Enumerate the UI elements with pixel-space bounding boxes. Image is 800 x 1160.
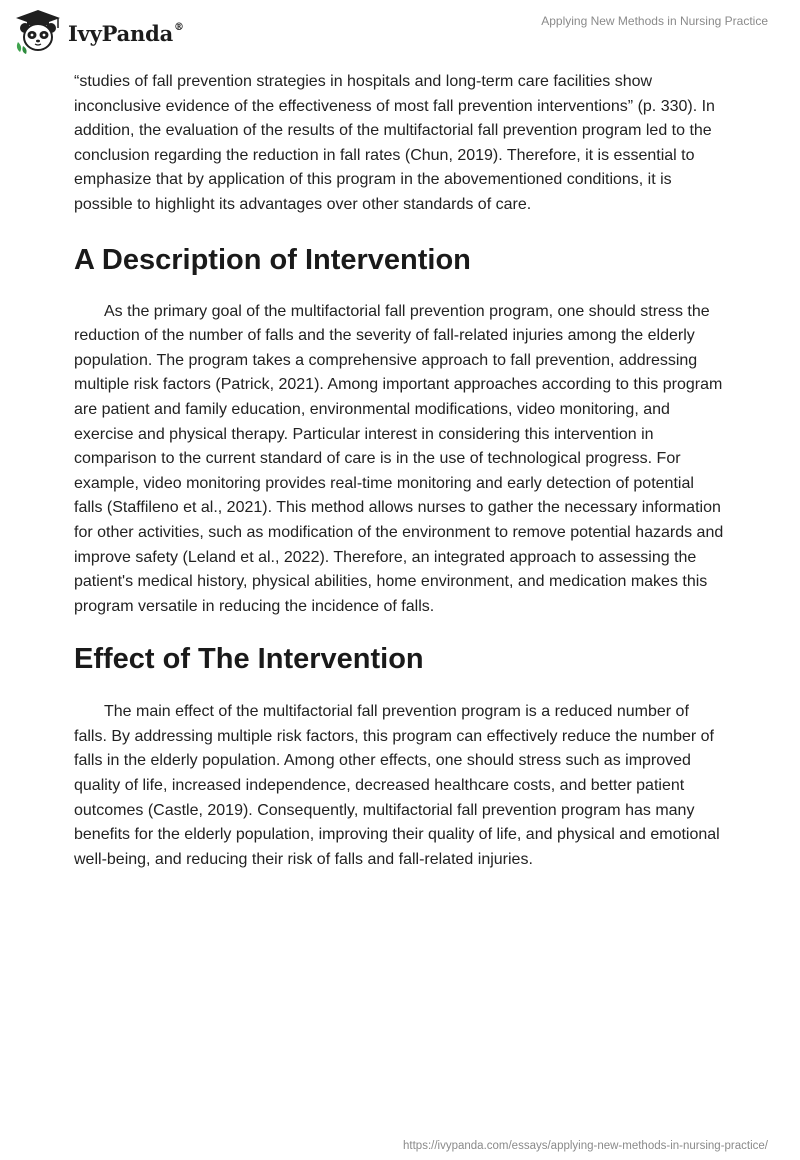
essay-body — [74, 70, 726, 872]
effect-paragraph: The main effect of the multifactorial fall prevention program is a reduced number of falls. By addressing multiple risk factors, this program can effectively reduce the number of falls in the elderly population. Among other effects, one should stress such as improved quality of life, increased independence, decreased healthcare costs, and better patient outcomes (Castle, 2019). Consequently, multifactorial fall prevention program has many benefits for the elderly population, improving their quality of life, and physical and emotional well-being, and reducing their risk of falls and fall-related injuries. — [74, 703, 720, 868]
description-paragraph: As the primary goal of the multifactorial fall prevention program, one should stress the reduction of the number of falls and the severity of fall-related injuries among the elderly population. The program takes a comprehensive approach to fall prevention, addressing multiple risk factors (Patrick, 2021). Among important approaches according to this program are patient and family education, environmental modifications, video monitoring, and exercise and physical therapy. Particular interest in considering this intervention in comparison to the current standard of care is in the use of technological progress. For example, video monitoring provides real-time monitoring and early detection of potential falls (Staffileno et al., 2021). This method allows nurses to gather the necessary information for other activities, such as modification of the environment to remove potential hazards and improve safety (Leland et al., 2022). Therefore, an integrated approach to assessing the patient's medical history, physical abilities, home environment, and medication makes this program versatile in reducing the incidence of falls. — [74, 302, 724, 615]
logo-wordmark: IvyPanda® — [68, 20, 184, 46]
registered-mark: ® — [174, 21, 184, 33]
section-heading-description: A Description of Intervention — [74, 243, 471, 276]
page-header — [0, 0, 800, 64]
panda-graduate-icon — [14, 8, 62, 54]
section-heading-effect: Effect of The Intervention — [74, 643, 424, 676]
source-url-link[interactable]: https://ivypanda.com/essays/applying-new-methods-in-nursing-practice/ — [403, 1140, 768, 1152]
document-title: Applying New Methods in Nursing Practice — [541, 14, 768, 28]
intro-paragraph: “studies of fall prevention strategies in hospitals and long-term care facilities show inconclusive evidence of the effectiveness of most fall prevention interventions” (p. 330). In addition, the evaluation of the results of the multifactorial fall prevention program led to the conclusion regarding the reduction in fall rates (Chun, 2019). Therefore, it is essential to emphasize that by application of this program in the abovementioned conditions, it is possible to highlight its advantages over other standards of care. — [74, 73, 715, 213]
ivypanda-logo[interactable] — [14, 8, 184, 54]
